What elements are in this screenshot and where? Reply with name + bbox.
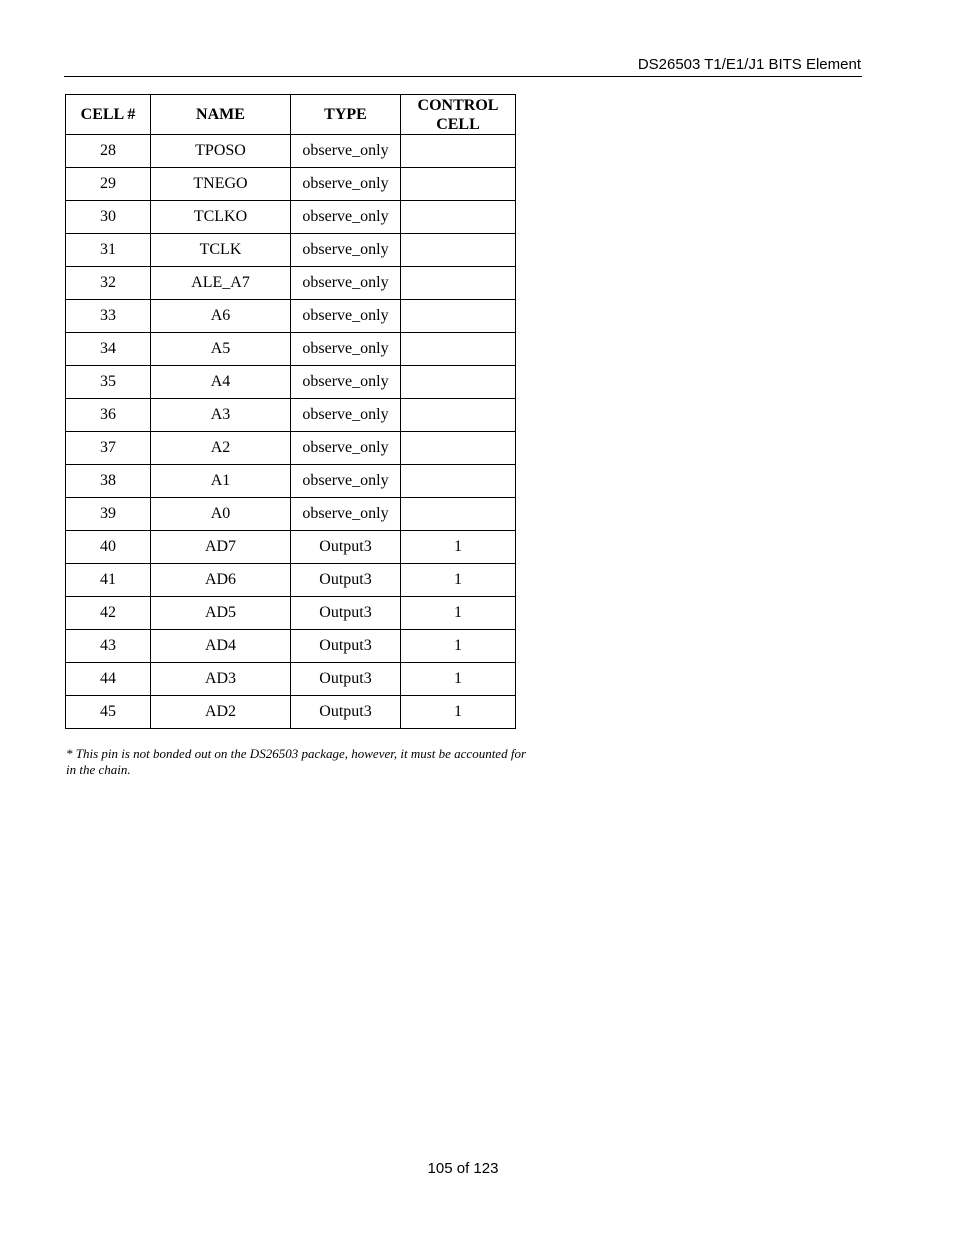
pin-name: A4: [151, 366, 291, 399]
pin-name: AD6: [151, 564, 291, 597]
cell-number: 43: [66, 630, 151, 663]
document-header-title: DS26503 T1/E1/J1 BITS Element: [637, 56, 861, 73]
table-row: [66, 498, 516, 531]
cell-type: Output3: [291, 564, 401, 597]
table-row: [66, 597, 516, 630]
pin-name: A6: [151, 300, 291, 333]
cell-number: 29: [66, 168, 151, 201]
pin-name: TCLK: [151, 234, 291, 267]
table-row: [66, 333, 516, 366]
control-cell: 1: [401, 663, 516, 696]
pin-name: A1: [151, 465, 291, 498]
cell-number: 32: [66, 267, 151, 300]
control-cell: [401, 366, 516, 399]
control-cell: [401, 267, 516, 300]
cell-number: 33: [66, 300, 151, 333]
pin-name: AD3: [151, 663, 291, 696]
cell-type: observe_only: [291, 168, 401, 201]
cell-type: observe_only: [291, 234, 401, 267]
pin-name: A2: [151, 432, 291, 465]
cell-number: 37: [66, 432, 151, 465]
cell-type: observe_only: [291, 135, 401, 168]
table-row: [66, 135, 516, 168]
cell-number: 35: [66, 366, 151, 399]
cell-number: 38: [66, 465, 151, 498]
cell-number: 40: [66, 531, 151, 564]
cell-type: Output3: [291, 597, 401, 630]
cell-type: observe_only: [291, 366, 401, 399]
control-cell: 1: [401, 630, 516, 663]
boundary-scan-register-table: [65, 94, 516, 729]
cell-type: observe_only: [291, 300, 401, 333]
control-cell: [401, 168, 516, 201]
cell-type: Output3: [291, 531, 401, 564]
control-cell: 1: [401, 696, 516, 729]
table-row: [66, 465, 516, 498]
column-header-cell-number: CELL #: [66, 95, 151, 135]
cell-number: 39: [66, 498, 151, 531]
header-divider: [64, 76, 862, 77]
pin-name: AD5: [151, 597, 291, 630]
pin-name: AD4: [151, 630, 291, 663]
cell-type: Output3: [291, 696, 401, 729]
pin-name: A5: [151, 333, 291, 366]
page-number: 105 of 123: [427, 1160, 499, 1177]
table-row: [66, 300, 516, 333]
control-cell: 1: [401, 531, 516, 564]
table-footnote: * This pin is not bonded out on the DS26503 package, however, it must be accounted for in the chain.: [66, 746, 527, 777]
cell-type: observe_only: [291, 432, 401, 465]
pin-name: A3: [151, 399, 291, 432]
cell-number: 45: [66, 696, 151, 729]
cell-type: Output3: [291, 663, 401, 696]
table-row: [66, 399, 516, 432]
pin-name: TNEGO: [151, 168, 291, 201]
cell-number: 31: [66, 234, 151, 267]
control-cell: [401, 234, 516, 267]
pin-name: ALE_A7: [151, 267, 291, 300]
table-row: [66, 168, 516, 201]
cell-number: 28: [66, 135, 151, 168]
table-row: [66, 696, 516, 729]
table-row: [66, 663, 516, 696]
pin-name: AD2: [151, 696, 291, 729]
column-header-type: TYPE: [291, 95, 401, 135]
control-cell: 1: [401, 564, 516, 597]
pin-name: TPOSO: [151, 135, 291, 168]
table-row: [66, 630, 516, 663]
table-row: [66, 366, 516, 399]
pin-name: A0: [151, 498, 291, 531]
cell-type: observe_only: [291, 399, 401, 432]
table-row: [66, 564, 516, 597]
table-row: [66, 531, 516, 564]
column-header-name: NAME: [151, 95, 291, 135]
cell-number: 41: [66, 564, 151, 597]
table-row: [66, 234, 516, 267]
control-cell: [401, 333, 516, 366]
cell-number: 30: [66, 201, 151, 234]
cell-number: 36: [66, 399, 151, 432]
cell-type: observe_only: [291, 465, 401, 498]
table-row: [66, 432, 516, 465]
table-body: [66, 135, 516, 729]
cell-number: 44: [66, 663, 151, 696]
control-cell: 1: [401, 597, 516, 630]
cell-type: observe_only: [291, 267, 401, 300]
control-cell: [401, 465, 516, 498]
control-cell: [401, 399, 516, 432]
column-header-control-cell: CONTROL CELL: [401, 95, 516, 135]
control-cell: [401, 498, 516, 531]
cell-type: observe_only: [291, 498, 401, 531]
cell-number: 34: [66, 333, 151, 366]
pin-name: AD7: [151, 531, 291, 564]
table-row: [66, 267, 516, 300]
control-cell: [401, 432, 516, 465]
table-header-row: [66, 95, 516, 135]
cell-type: Output3: [291, 630, 401, 663]
cell-number: 42: [66, 597, 151, 630]
pin-name: TCLKO: [151, 201, 291, 234]
cell-type: observe_only: [291, 333, 401, 366]
table-row: [66, 201, 516, 234]
cell-type: observe_only: [291, 201, 401, 234]
control-cell: [401, 300, 516, 333]
control-cell: [401, 201, 516, 234]
control-cell: [401, 135, 516, 168]
